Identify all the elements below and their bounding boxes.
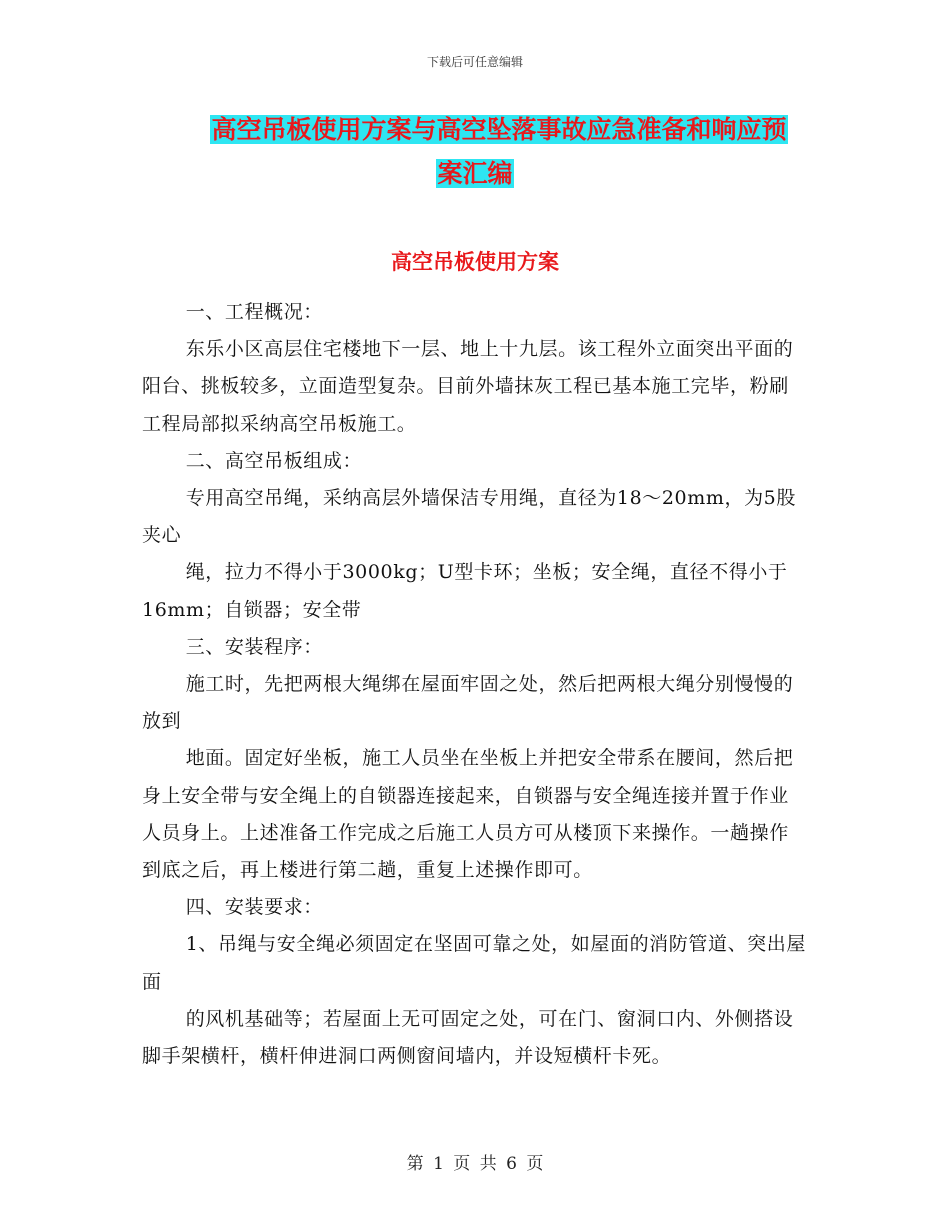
document-body xyxy=(142,294,806,1075)
paragraph-procedure-1: 施工时，先把两根大绳绑在屋面牢固之处，然后把两根大绳分别慢慢的放到 xyxy=(142,673,794,733)
document-title-text-2: 案汇编 xyxy=(437,159,513,188)
paragraph-requirements-2: 的风机基础等；若屋面上无可固定之处，可在门、窗洞口内、外侧搭设脚手架横杆，横杆伸进洞口两侧窗间墙内，并设短横杆卡死。 xyxy=(142,1007,794,1068)
document-title-line-1 xyxy=(24,113,950,147)
paragraph-requirements-1: 1、吊绳与安全绳必须固定在坚固可靠之处，如屋面的消防管道、突出屋面 xyxy=(142,933,806,993)
paragraph-project-overview: 东乐小区高层住宅楼地下一层、地上十九层。该工程外立面突出平面的阳台、挑板较多，立面造型复杂。目前外墙抹灰工程已基本施工完毕，粉刷工程局部拟采纳高空吊板施工。 xyxy=(142,338,794,435)
paragraph-components-2: 绳，拉力不得小于3000kg；U型卡环；坐板；安全绳，直径不得小于16mm；自锁器；安全带 xyxy=(142,561,788,621)
page-number: 第 1 页 共 6 页 xyxy=(406,1154,544,1174)
document-title-line-2 xyxy=(0,157,950,191)
heading-project-overview: 一、工程概况： xyxy=(185,301,323,323)
document-title-text-1: 高空吊板使用方案与高空坠落事故应急准备和响应预 xyxy=(211,115,787,144)
page-header-note: 下载后可任意编辑 xyxy=(426,55,523,69)
paragraph-components-1: 专用高空吊绳，采纳高层外墙保洁专用绳，直径为18～20mm，为5股夹心 xyxy=(142,487,796,547)
heading-installation-procedure: 三、安装程序： xyxy=(185,635,323,658)
heading-installation-requirements: 四、安装要求： xyxy=(185,896,323,919)
heading-components: 二、高空吊板组成： xyxy=(185,449,363,472)
paragraph-procedure-2: 地面。固定好坐板，施工人员坐在坐板上并把安全带系在腰间，然后把身上安全带与安全绳上的自锁器连接起来，自锁器与安全绳连接并置于作业人员身上。上述准备工作完成之后施工人员方可从楼顶下来操作。一趟操作到底之后，再上楼进行第二趟，重复上述操作即可。 xyxy=(142,747,794,882)
section-title: 高空吊板使用方案 xyxy=(391,249,559,274)
